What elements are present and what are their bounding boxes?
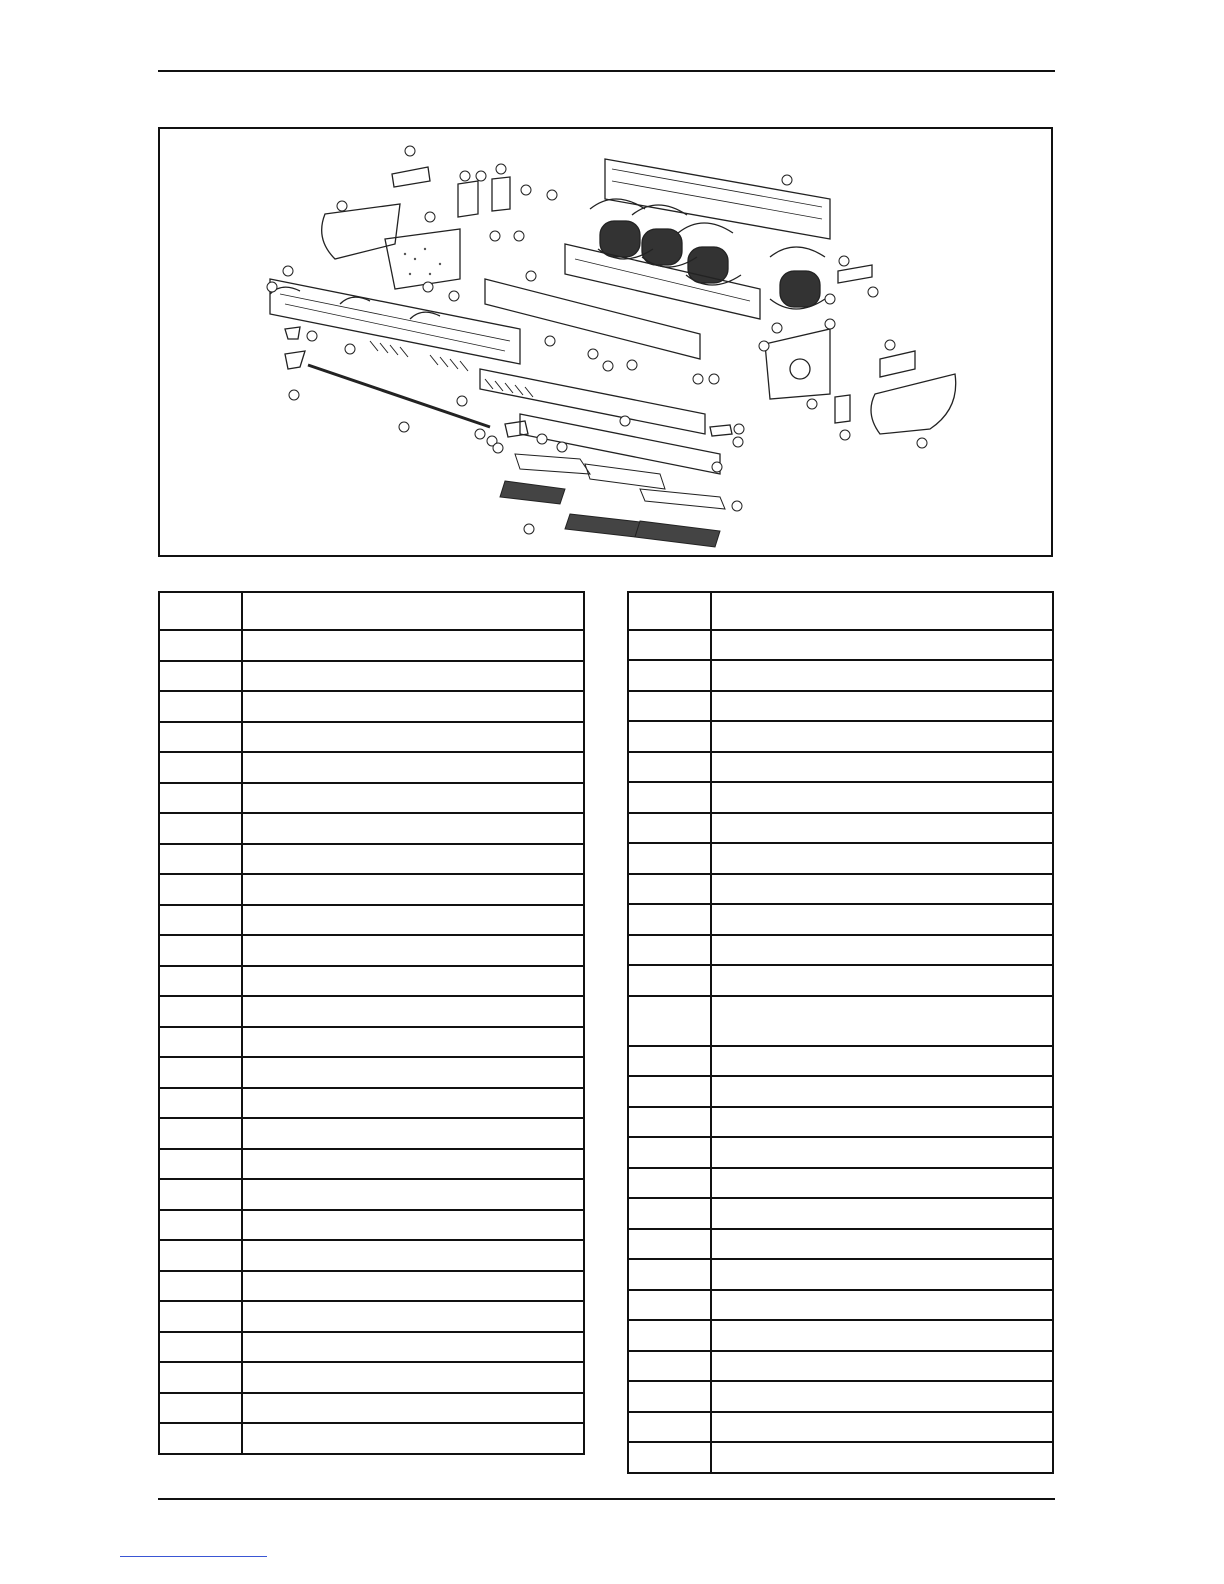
part-no-cell [628, 996, 711, 1046]
table-row [159, 874, 584, 905]
part-no-cell [159, 1057, 242, 1088]
table-row [159, 1027, 584, 1057]
footer-rule [158, 1498, 1055, 1500]
parts-list-right-body [628, 592, 1053, 1473]
table-row [628, 1259, 1053, 1290]
right-side-plate [765, 329, 830, 399]
part-no-cell [628, 904, 711, 935]
table-row [628, 691, 1053, 721]
table-row [159, 1179, 584, 1210]
part-description-cell [711, 660, 1053, 691]
part-description-cell [711, 1381, 1053, 1412]
part-no-cell [628, 1076, 711, 1107]
part-no-cell [159, 1179, 242, 1210]
louver-blades [370, 341, 533, 397]
part-description-cell [242, 813, 584, 844]
part-description-cell [242, 630, 584, 661]
part-no-cell [628, 1107, 711, 1137]
table-row [628, 1290, 1053, 1320]
top-bracket [392, 167, 430, 187]
part-no-cell [628, 1442, 711, 1473]
table-row [628, 660, 1053, 691]
table-row [628, 874, 1053, 904]
table-row [628, 1229, 1053, 1259]
right-end-cap [871, 374, 956, 434]
connector [505, 421, 528, 437]
part-description-cell [242, 1179, 584, 1210]
part-description-cell [242, 752, 584, 783]
header-description-cell [711, 592, 1053, 630]
table-row [159, 1088, 584, 1118]
hinge-part [835, 395, 850, 423]
part-no-cell [159, 1301, 242, 1332]
table-row [628, 630, 1053, 660]
exploded-parts-drawing [160, 129, 1055, 559]
part-no-cell [159, 752, 242, 783]
part-description-cell [711, 874, 1053, 904]
part-no-cell [628, 813, 711, 843]
part-description-cell [242, 1057, 584, 1088]
part-description-cell [242, 691, 584, 722]
clip-left-lower [285, 351, 305, 369]
part-description-cell [711, 1107, 1053, 1137]
part-description-cell [242, 1027, 584, 1057]
table-row [628, 721, 1053, 752]
part-no-cell [628, 1412, 711, 1442]
parts-list-table-right [627, 591, 1054, 1474]
part-no-cell [159, 813, 242, 844]
table-row [628, 1107, 1053, 1137]
part-description-cell [242, 905, 584, 935]
part-no-cell [159, 1240, 242, 1271]
part-no-cell [628, 1168, 711, 1198]
part-description-cell [242, 1118, 584, 1149]
part-description-cell [711, 996, 1053, 1046]
part-description-cell [242, 661, 584, 691]
part-description-cell [711, 721, 1053, 752]
part-no-cell [628, 1046, 711, 1076]
part-description-cell [242, 966, 584, 996]
fan-rotors [590, 199, 825, 309]
part-no-cell [628, 660, 711, 691]
table-row [159, 905, 584, 935]
part-no-cell [628, 965, 711, 996]
part-no-cell [159, 874, 242, 905]
part-no-cell [159, 1149, 242, 1179]
part-no-cell [159, 935, 242, 966]
part-description-cell [711, 1229, 1053, 1259]
clip-left-upper [285, 327, 300, 339]
part-no-cell [159, 1393, 242, 1423]
table-header-row [628, 592, 1053, 630]
table-row [628, 1198, 1053, 1229]
table-row [159, 935, 584, 966]
part-no-cell [159, 1088, 242, 1118]
part-no-cell [159, 1332, 242, 1362]
part-no-cell [628, 752, 711, 782]
table-row [159, 1118, 584, 1149]
part-description-cell [242, 1301, 584, 1332]
table-row [159, 1149, 584, 1179]
part-no-cell [159, 722, 242, 752]
part-description-cell [711, 691, 1053, 721]
header-description-cell [242, 592, 584, 630]
table-row [159, 1240, 584, 1271]
part-no-cell [159, 783, 242, 813]
parts-list-table-left [158, 591, 585, 1455]
part-description-cell [242, 783, 584, 813]
part-description-cell [711, 1168, 1053, 1198]
table-row [628, 1442, 1053, 1473]
table-row [159, 1210, 584, 1240]
part-no-cell [159, 966, 242, 996]
table-row [628, 1168, 1053, 1198]
left-side-plate [385, 229, 460, 289]
table-row [628, 904, 1053, 935]
table-row [159, 1301, 584, 1332]
part-no-cell [628, 1259, 711, 1290]
exploded-view-diagram [158, 127, 1053, 557]
table-row [159, 996, 584, 1027]
part-description-cell [711, 1198, 1053, 1229]
table-row [159, 813, 584, 844]
left-end-cap [322, 204, 400, 259]
part-description-cell [711, 1259, 1053, 1290]
part-no-cell [628, 1351, 711, 1381]
header-rule [158, 70, 1055, 72]
table-row [628, 1381, 1053, 1412]
part-no-cell [159, 1210, 242, 1240]
side-bracket-right [880, 351, 915, 377]
part-description-cell [242, 1362, 584, 1393]
part-description-cell [711, 813, 1053, 843]
part-no-cell [159, 661, 242, 691]
table-row [159, 844, 584, 874]
part-description-cell [711, 1290, 1053, 1320]
table-row [628, 1137, 1053, 1168]
table-row [628, 782, 1053, 813]
part-no-cell [159, 905, 242, 935]
part-no-cell [628, 691, 711, 721]
part-description-cell [242, 1332, 584, 1362]
part-description-cell [242, 874, 584, 905]
part-description-cell [242, 722, 584, 752]
part-no-cell [628, 630, 711, 660]
part-no-cell [628, 1198, 711, 1229]
parts-list-left-body [159, 592, 584, 1454]
part-description-cell [242, 1149, 584, 1179]
part-description-cell [711, 1076, 1053, 1107]
part-no-cell [628, 843, 711, 874]
table-row [159, 752, 584, 783]
table-row [628, 1076, 1053, 1107]
part-description-cell [711, 630, 1053, 660]
part-no-cell [159, 691, 242, 722]
part-no-cell [159, 996, 242, 1027]
table-row [159, 1332, 584, 1362]
part-description-cell [242, 844, 584, 874]
drain-tray [485, 279, 700, 359]
part-description-cell [711, 752, 1053, 782]
header-no-cell [628, 592, 711, 630]
footer-link[interactable] [120, 1556, 267, 1557]
part-description-cell [711, 1412, 1053, 1442]
part-description-cell [242, 1240, 584, 1271]
table-row [628, 965, 1053, 996]
part-description-cell [711, 1320, 1053, 1351]
table-row [628, 1320, 1053, 1351]
table-row [628, 752, 1053, 782]
part-no-cell [159, 1271, 242, 1301]
table-row [628, 996, 1053, 1046]
part-no-cell [159, 630, 242, 661]
part-description-cell [242, 1088, 584, 1118]
table-row [159, 1362, 584, 1393]
part-description-cell [242, 996, 584, 1027]
table-row [159, 1393, 584, 1423]
part-description-cell [711, 1442, 1053, 1473]
part-no-cell [628, 1381, 711, 1412]
part-no-cell [159, 844, 242, 874]
part-no-cell [159, 1027, 242, 1057]
table-row [628, 1412, 1053, 1442]
table-header-row [159, 592, 584, 630]
table-row [159, 1271, 584, 1301]
part-description-cell [711, 1351, 1053, 1381]
table-row [159, 722, 584, 752]
table-row [159, 1423, 584, 1454]
part-description-cell [242, 1423, 584, 1454]
part-description-cell [242, 1393, 584, 1423]
table-row [628, 813, 1053, 843]
part-no-cell [159, 1423, 242, 1454]
part-description-cell [242, 1210, 584, 1240]
part-description-cell [711, 935, 1053, 965]
table-row [159, 783, 584, 813]
motor-bracket [458, 181, 478, 217]
table-row [628, 1351, 1053, 1381]
part-no-cell [159, 1362, 242, 1393]
part-no-cell [628, 1290, 711, 1320]
table-row [159, 1057, 584, 1088]
table-row [159, 966, 584, 996]
motor-clip [492, 177, 510, 211]
part-no-cell [628, 721, 711, 752]
part-no-cell [628, 935, 711, 965]
table-row [628, 1046, 1053, 1076]
header-no-cell [159, 592, 242, 630]
part-description-cell [711, 782, 1053, 813]
swing-blade [480, 369, 705, 434]
top-cover-panel [605, 159, 830, 239]
part-no-cell [628, 1320, 711, 1351]
part-description-cell [711, 965, 1053, 996]
part-no-cell [628, 782, 711, 813]
part-no-cell [628, 1137, 711, 1168]
part-no-cell [628, 874, 711, 904]
part-description-cell [711, 843, 1053, 874]
table-row [159, 630, 584, 661]
table-row [159, 691, 584, 722]
part-description-cell [711, 904, 1053, 935]
pipe-clip [710, 425, 732, 436]
part-no-cell [159, 1118, 242, 1149]
part-description-cell [711, 1046, 1053, 1076]
table-row [628, 843, 1053, 874]
table-row [628, 935, 1053, 965]
part-no-cell [628, 1229, 711, 1259]
part-description-cell [242, 1271, 584, 1301]
part-description-cell [242, 935, 584, 966]
part-description-cell [711, 1137, 1053, 1168]
table-row [159, 661, 584, 691]
